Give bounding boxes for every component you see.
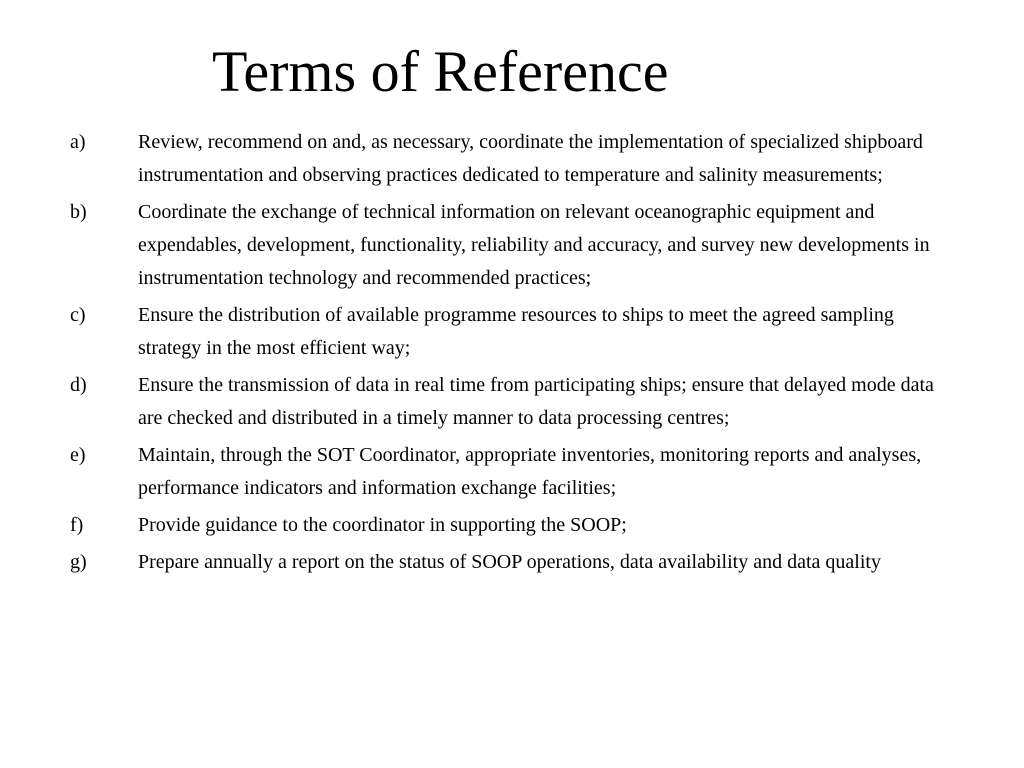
list-item-e bbox=[70, 439, 940, 505]
item-label: f) bbox=[70, 514, 84, 536]
item-label: e) bbox=[70, 444, 86, 466]
item-text: Coordinate the exchange of technical information on relevant oceanographic equipment and expendables, development, functionality, reliability and accuracy, and survey new developments in instrumentation technology and recommended practices; bbox=[138, 201, 930, 289]
list-item-a bbox=[70, 126, 940, 192]
list-item-g bbox=[70, 546, 940, 579]
item-text: Ensure the distribution of available programme resources to ships to meet the agreed sampling strategy in the most efficient way; bbox=[138, 304, 894, 359]
item-text: Review, recommend on and, as necessary, coordinate the implementation of specialized shipboard instrumentation and observing practices dedicated to temperature and salinity measurements; bbox=[138, 131, 923, 186]
slide-title: Terms of Reference bbox=[212, 39, 669, 104]
list-item-b bbox=[70, 196, 940, 295]
item-text: Ensure the transmission of data in real time from participating ships; ensure that delayed mode data are checked and distributed in a timely manner to data processing centres; bbox=[138, 374, 934, 429]
terms-list bbox=[70, 126, 940, 583]
item-label: b) bbox=[70, 201, 87, 223]
item-label: c) bbox=[70, 304, 86, 326]
list-item-d bbox=[70, 369, 940, 435]
item-text: Provide guidance to the coordinator in supporting the SOOP; bbox=[138, 514, 627, 536]
item-label: a) bbox=[70, 131, 86, 153]
list-item-c bbox=[70, 299, 940, 365]
item-label: d) bbox=[70, 374, 87, 396]
list-item-f bbox=[70, 509, 940, 542]
item-label: g) bbox=[70, 551, 87, 573]
item-text: Maintain, through the SOT Coordinator, appropriate inventories, monitoring reports and analyses, performance indicators and information exchange facilities; bbox=[138, 444, 922, 499]
item-text: Prepare annually a report on the status of SOOP operations, data availability and data quality bbox=[138, 551, 881, 573]
